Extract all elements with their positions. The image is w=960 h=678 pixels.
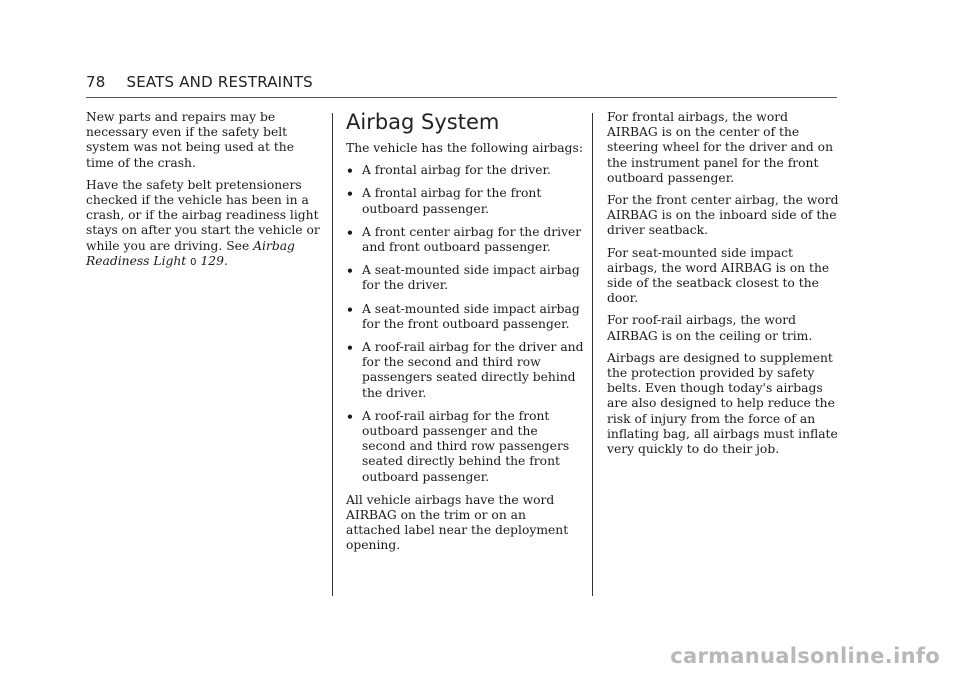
list-item-text: A front center airbag for the driver and front outboard passenger. bbox=[362, 224, 582, 255]
list-item-text: A roof-rail airbag for the front outboard passenger and the second and third row passengers seated directly behind the front outboard passenger. bbox=[362, 408, 570, 484]
column-divider bbox=[332, 113, 333, 596]
list-item bbox=[346, 340, 584, 401]
page-number: 78 bbox=[86, 73, 106, 91]
column-divider bbox=[592, 113, 593, 596]
column-2 bbox=[346, 110, 584, 561]
list-item bbox=[346, 409, 584, 485]
paragraph-text: Have the safety belt pretensioners checked if the vehicle has been in a crash, or if the airbag readiness light stays on after you start the vehicle or while you are driving. See bbox=[86, 177, 320, 253]
list-item-text: A seat-mounted side impact airbag for the driver. bbox=[362, 263, 580, 293]
paragraph: For frontal airbags, the word AIRBAG is on the center of the steering wheel for the driver and on the instrument panel for the front outboard passenger. bbox=[607, 110, 833, 185]
bullet-icon: • bbox=[346, 224, 354, 240]
section-title: SEATS AND RESTRAINTS bbox=[126, 73, 313, 91]
bullet-icon: • bbox=[346, 301, 354, 317]
header-rule bbox=[86, 97, 837, 98]
list-item-text: A roof-rail airbag for the driver and for the second and third row passengers seated directly behind the driver. bbox=[362, 340, 584, 400]
bullet-icon: • bbox=[346, 186, 354, 202]
section-heading: Airbag System bbox=[346, 110, 500, 134]
list-item bbox=[346, 186, 584, 216]
bullet-icon: • bbox=[346, 340, 354, 356]
intro-paragraph: The vehicle has the following airbags: bbox=[346, 141, 583, 155]
airbag-list bbox=[346, 163, 584, 485]
list-item bbox=[346, 163, 584, 178]
watermark: carmanualsonline.info bbox=[670, 644, 940, 668]
paragraph: Airbags are designed to supplement the protection provided by safety belts. Even though today's airbags are also designed to help reduce the risk of injury from the force of an inflating bag, all airbags must inflate very quickly to do their job. bbox=[607, 350, 838, 457]
column-1 bbox=[86, 110, 320, 277]
column-3 bbox=[607, 110, 839, 464]
page-header bbox=[86, 73, 313, 91]
paragraph: For seat-mounted side impact airbags, the word AIRBAG is on the side of the seatback closest to the door. bbox=[607, 245, 830, 306]
bullet-icon: • bbox=[346, 263, 354, 279]
reference-link[interactable]: Airbag Readiness Light bbox=[86, 238, 295, 268]
paragraph: For roof-rail airbags, the word AIRBAG is on the ceiling or trim. bbox=[607, 313, 813, 343]
page-ref-arrow-icon: 0 bbox=[190, 256, 197, 268]
list-item-text: A frontal airbag for the front outboard passenger. bbox=[362, 186, 542, 216]
list-item bbox=[346, 263, 584, 293]
list-item bbox=[346, 225, 584, 255]
closing-paragraph: All vehicle airbags have the word AIRBAG on the trim or on an attached label near the deployment opening. bbox=[346, 492, 569, 553]
paragraph-end: . bbox=[223, 253, 228, 268]
reference-page[interactable]: 129 bbox=[200, 253, 224, 268]
list-item bbox=[346, 302, 584, 332]
paragraph: For the front center airbag, the word AIRBAG is on the inboard side of the driver seatback. bbox=[607, 193, 839, 238]
paragraph-with-reference bbox=[86, 178, 320, 270]
paragraph: New parts and repairs may be necessary even if the safety belt system was not being used at the time of the crash. bbox=[86, 110, 294, 170]
list-item-text: A seat-mounted side impact airbag for the front outboard passenger. bbox=[362, 301, 580, 331]
bullet-icon: • bbox=[346, 163, 354, 179]
bullet-icon: • bbox=[346, 408, 354, 424]
list-item-text: A frontal airbag for the driver. bbox=[362, 163, 551, 178]
